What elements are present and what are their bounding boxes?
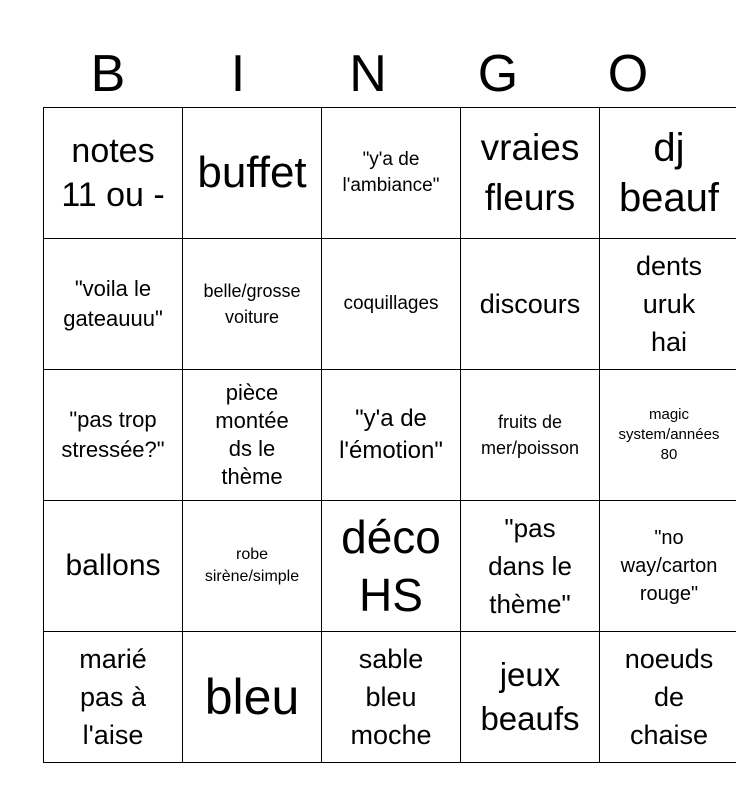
header-letter-g: G bbox=[477, 45, 519, 103]
bingo-cell[interactable]: buffet bbox=[183, 108, 322, 239]
bingo-cell[interactable]: pièce montée ds le thème bbox=[183, 370, 322, 501]
bingo-cell[interactable]: "no way/carton rouge" bbox=[600, 501, 736, 632]
bingo-cell[interactable]: discours bbox=[461, 239, 600, 370]
bingo-cell[interactable]: "pas trop stressée?" bbox=[44, 370, 183, 501]
bingo-cell[interactable]: jeux beaufs bbox=[461, 632, 600, 763]
bingo-cell[interactable]: "pas dans le thème" bbox=[461, 501, 600, 632]
bingo-cell[interactable]: dents uruk hai bbox=[600, 239, 736, 370]
board-row bbox=[44, 501, 736, 632]
board-row bbox=[44, 108, 736, 239]
bingo-cell[interactable]: notes 11 ou - bbox=[44, 108, 183, 239]
bingo-cell[interactable]: belle/grosse voiture bbox=[183, 239, 322, 370]
bingo-cell[interactable]: ballons bbox=[44, 501, 183, 632]
bingo-cell[interactable]: fruits de mer/poisson bbox=[461, 370, 600, 501]
bingo-cell[interactable]: déco HS bbox=[322, 501, 461, 632]
board-row bbox=[44, 632, 736, 763]
bingo-header bbox=[43, 40, 693, 108]
header-letter-o: O bbox=[607, 45, 649, 103]
bingo-cell[interactable]: "y'a de l'ambiance" bbox=[322, 108, 461, 239]
bingo-cell[interactable]: "y'a de l'émotion" bbox=[322, 370, 461, 501]
header-letter-b: B bbox=[90, 45, 126, 103]
bingo-cell[interactable]: bleu bbox=[183, 632, 322, 763]
header-letter-i: I bbox=[230, 45, 246, 103]
bingo-cell[interactable]: magic system/années 80 bbox=[600, 370, 736, 501]
bingo-cell[interactable]: dj beauf bbox=[600, 108, 736, 239]
bingo-card bbox=[43, 107, 736, 763]
header-letter-n: N bbox=[349, 45, 387, 103]
bingo-cell[interactable]: robe sirène/simple bbox=[183, 501, 322, 632]
bingo-cell[interactable]: vraies fleurs bbox=[461, 108, 600, 239]
board-row bbox=[44, 239, 736, 370]
bingo-cell[interactable]: marié pas à l'aise bbox=[44, 632, 183, 763]
bingo-cell[interactable]: "voila le gateauuu" bbox=[44, 239, 183, 370]
bingo-cell[interactable]: noeuds de chaise bbox=[600, 632, 736, 763]
bingo-cell[interactable]: sable bleu moche bbox=[322, 632, 461, 763]
board-row bbox=[44, 370, 736, 501]
bingo-cell[interactable]: coquillages bbox=[322, 239, 461, 370]
